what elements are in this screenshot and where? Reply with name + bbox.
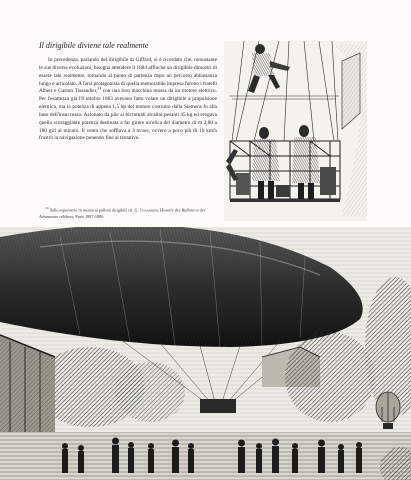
footnote-number: 14 (45, 206, 49, 210)
airship-engraving (0, 227, 411, 480)
footnote-reference: 14 (97, 86, 102, 91)
paragraph-text-main: In precedenza, parlando del dirigibile di Giffard, si è ricordato che, nonostante le sue diverse evoluzioni, bisogna attendere il 1884 affinché un dirigibile dimostri di essere tale realmente, tornando al punto di partenza dopo un percorso abbastanza lungo e articolato. A farsi protagonista di quella memorabile impresa furono i fratelli Albert e Gaston Tissandier, (39, 57, 217, 95)
footnote (39, 205, 217, 220)
footnote-text-before: Sulle esperienze in merito ai palloni dirigibili cfr. G. (48, 207, 140, 213)
footnote-text-after: , Paris 1887-1890. (73, 213, 105, 219)
text-column (39, 41, 217, 143)
gondola-engraving (224, 41, 367, 221)
section-title: Il dirigibile diviene tale realmente (39, 41, 149, 50)
footnote-work-title: Histoire des Ballons et des Aéronautes célèbres (39, 207, 206, 219)
footnote-text-mid: , (157, 207, 161, 213)
paragraph-text-rest: con una loro macchina mossa da un motore elettrico. Per l'esattezza già l'8 ottobre 1883 avevano fatto volare un dirigibile a propulsione elettrica, ma la potenza di appena 1,5 hp del motore costruito dalla Siemens fu alla base dell'insuccesso. Azionato da pile ai bicromati alcalini pesanti 45 kg ed erogava quella scoraggiante potenza destinata a far girare un'elica del diametro di m 2,80 a 180 giri al minuto. Il vento che soffiava a 3 m/sec, ovvero a poco più di 10 km/h frustrò la navigazione ponendo fine al tentativo. (39, 88, 217, 142)
footnote-author: Tissandier (139, 207, 158, 213)
body-paragraph (39, 57, 217, 143)
